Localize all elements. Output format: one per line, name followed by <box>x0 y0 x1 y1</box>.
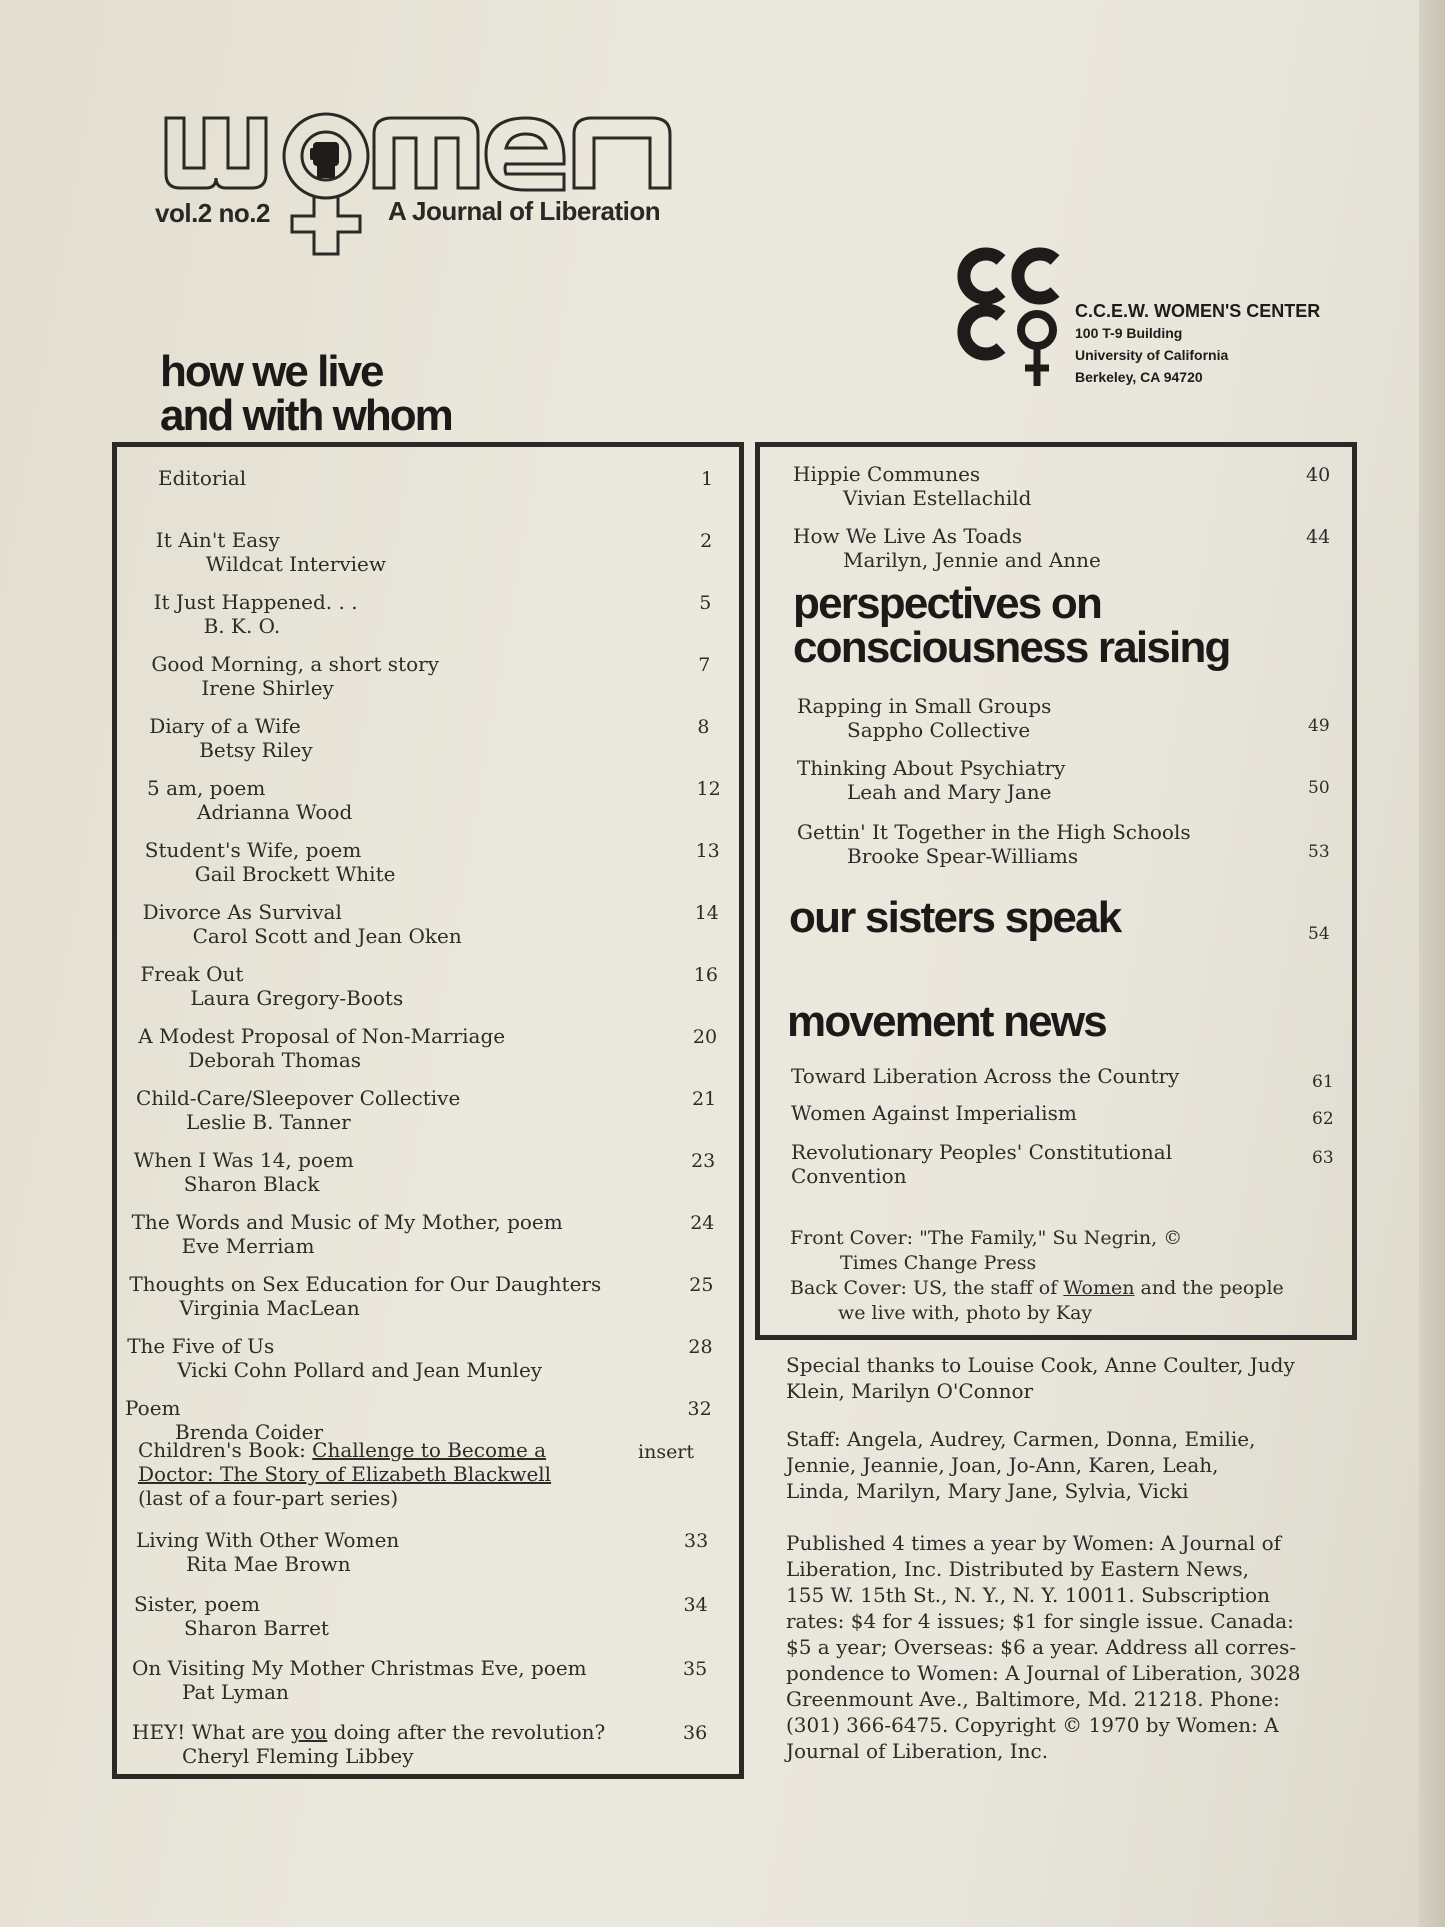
toc-entry[interactable] <box>140 962 403 1010</box>
toc-entry-author: Leslie B. Tanner <box>186 1110 351 1134</box>
toc-page-number: 12 <box>696 778 721 800</box>
publishing-line: Journal of Liberation, Inc. <box>786 1739 1049 1763</box>
toc-entry-title: It Ain't Easy <box>155 528 280 552</box>
toc-entry-title: Poem <box>125 1396 181 1420</box>
toc-entry[interactable] <box>132 1210 563 1258</box>
toc-entry-title: Student's Wife, poem <box>144 838 362 862</box>
toc-entry-author: Irene Shirley <box>201 676 334 700</box>
toc-entry-title: Women Against Imperialism <box>791 1101 1077 1125</box>
stamp-text <box>1075 300 1320 388</box>
childrens-book-title: Challenge to Become a <box>312 1438 547 1462</box>
toc-entry-title: Freak Out <box>140 962 244 986</box>
toc-entry[interactable] <box>156 528 386 576</box>
toc-entry[interactable] <box>793 524 1101 572</box>
back-cover-pre: Back Cover: US, the staff of <box>790 1277 1064 1299</box>
toc-entry[interactable] <box>134 1148 354 1196</box>
toc-page-number: 28 <box>688 1336 713 1358</box>
page-edge <box>1419 0 1445 1927</box>
toc-entry-author: Vivian Estellachild <box>843 486 1032 510</box>
toc-page-number: 2 <box>700 530 713 552</box>
section-title-line: and with whom <box>160 391 452 440</box>
toc-entry-title: Gettin' It Together in the High Schools <box>797 820 1191 844</box>
toc-entry[interactable] <box>797 694 1051 742</box>
toc-entry-title: Sister, poem <box>134 1592 260 1616</box>
toc-entry[interactable] <box>151 652 439 700</box>
journal-tagline: A Journal of Liberation <box>388 196 661 226</box>
section-title-how-we-live <box>160 347 452 440</box>
toc-entry-title: Revolutionary Peoples' Constitutional <box>791 1140 1173 1164</box>
toc-entry-title <box>138 1438 551 1462</box>
toc-entry-title <box>132 1720 605 1744</box>
toc-page-number: 32 <box>687 1398 712 1420</box>
stamp-logo-icon <box>945 240 1075 390</box>
childrens-book-note: (last of a four-part series) <box>138 1486 399 1510</box>
toc-entry-author: Brooke Spear-Williams <box>847 844 1079 868</box>
stamp-line: 100 T-9 Building <box>1075 325 1183 341</box>
toc-entry-author: Laura Gregory-Boots <box>190 986 404 1010</box>
toc-page-number: 63 <box>1312 1148 1334 1168</box>
toc-entry[interactable] <box>132 1656 587 1704</box>
toc-entry[interactable] <box>125 1396 323 1444</box>
toc-entry[interactable] <box>129 1272 601 1320</box>
toc-page-number: insert <box>638 1441 695 1463</box>
toc-page-number: 34 <box>683 1594 708 1616</box>
stamp-line: University of California <box>1075 347 1229 363</box>
toc-entry[interactable] <box>136 1528 399 1576</box>
toc-entry-title: It Just Happened. . . <box>153 590 358 614</box>
toc-page-number: 1 <box>701 468 714 490</box>
toc-entry-title: Divorce As Survival <box>142 900 342 924</box>
toc-entry-author: Rita Mae Brown <box>186 1552 351 1576</box>
toc-entry-title: On Visiting My Mother Christmas Eve, poem <box>132 1656 587 1680</box>
toc-entry[interactable] <box>797 756 1065 804</box>
toc-entry-author: Virginia MacLean <box>179 1296 360 1320</box>
childrens-book-prefix: Children's Book: <box>138 1438 313 1462</box>
toc-entry-title: The Five of Us <box>127 1334 275 1358</box>
publishing-line: Greenmount Ave., Baltimore, Md. 21218. Phone: <box>786 1687 1280 1711</box>
toc-page-number: 14 <box>694 902 719 924</box>
toc-entry[interactable] <box>145 838 396 886</box>
toc-entry-title: When I Was 14, poem <box>133 1148 354 1172</box>
hey-em: you <box>291 1720 328 1744</box>
toc-entry[interactable] <box>797 820 1191 868</box>
toc-entry[interactable] <box>158 466 246 490</box>
back-cover-em: Women <box>1063 1277 1135 1299</box>
publishing-info <box>786 1530 1301 1764</box>
toc-entry-title: 5 am, poem <box>147 776 266 800</box>
staff-line: Staff: Angela, Audrey, Carmen, Donna, Emilie, <box>786 1427 1256 1451</box>
toc-entry[interactable] <box>154 590 358 638</box>
toc-entry-title: Toward Liberation Across the Country <box>791 1064 1180 1088</box>
toc-entry-author: Gail Brockett White <box>194 862 396 886</box>
thanks-block <box>786 1352 1295 1404</box>
toc-entry-author: Cheryl Fleming Libbey <box>182 1744 414 1768</box>
toc-entry-title: Diary of a Wife <box>149 714 301 738</box>
publishing-line: Liberation, Inc. Distributed by Eastern News, <box>786 1557 1249 1581</box>
toc-entry-title: A Modest Proposal of Non-Marriage <box>138 1024 506 1048</box>
publishing-line: 155 W. 15th St., N. Y., N. Y. 10011. Subscription <box>786 1583 1271 1607</box>
toc-page-number: 13 <box>695 840 720 862</box>
toc-entry[interactable] <box>134 1592 329 1640</box>
toc-entry-title: Living With Other Women <box>136 1528 400 1552</box>
toc-entry-author: Sappho Collective <box>847 718 1031 742</box>
toc-page-number: 23 <box>691 1150 716 1172</box>
toc-page-number: 7 <box>698 654 711 676</box>
toc-entry[interactable] <box>127 1334 542 1382</box>
toc-page-number: 50 <box>1308 778 1330 798</box>
toc-entry-title: Editorial <box>158 466 247 490</box>
section-title-sisters: our sisters speak <box>789 893 1121 942</box>
toc-page-number: 21 <box>692 1088 717 1110</box>
toc-entry-author: Carol Scott and Jean Oken <box>192 924 462 948</box>
toc-entry-author: Sharon Black <box>183 1172 320 1196</box>
toc-entry-title: Rapping in Small Groups <box>797 694 1052 718</box>
section-title-line: how we live <box>160 347 383 396</box>
back-cover-credit-2: we live with, photo by Kay <box>838 1302 1093 1324</box>
toc-entry-author: Pat Lyman <box>182 1680 289 1704</box>
toc-entry[interactable] <box>143 900 462 948</box>
section-title-perspectives <box>793 579 1230 672</box>
toc-page-number: 5 <box>699 592 712 614</box>
toc-entry-title: Thinking About Psychiatry <box>797 756 1066 780</box>
childrens-book-title-line2: Doctor: The Story of Elizabeth Blackwell <box>138 1462 552 1486</box>
section-title-line: consciousness raising <box>793 623 1230 672</box>
women-logo <box>160 104 680 264</box>
toc-entry-author: Wildcat Interview <box>205 552 386 576</box>
toc-page-number: 24 <box>690 1212 715 1234</box>
toc-entry-author: Deborah Thomas <box>188 1048 362 1072</box>
toc-entry-title: The Words and Music of My Mother, poem <box>131 1210 563 1234</box>
thanks-line: Klein, Marilyn O'Connor <box>786 1379 1034 1403</box>
publishing-line: (301) 366-6475. Copyright © 1970 by Women: A <box>786 1713 1279 1737</box>
section-title-movement: movement news <box>787 997 1106 1046</box>
toc-page-number: 61 <box>1312 1072 1334 1092</box>
volume-number: vol.2 no.2 <box>155 198 270 228</box>
publishing-line: rates: $4 for 4 issues; $1 for single issue. Canada: <box>786 1609 1294 1633</box>
toc-entry-title-cont: Convention <box>791 1164 907 1188</box>
toc-entry[interactable] <box>791 1101 1077 1125</box>
women-logo-mark <box>160 104 680 264</box>
toc-entry-hey[interactable] <box>132 1720 605 1768</box>
toc-entry-author: Adrianna Wood <box>197 800 353 824</box>
hey-pre: HEY! What are <box>132 1720 292 1744</box>
front-cover-credit-2: Times Change Press <box>840 1252 1037 1274</box>
toc-entry-author: Betsy Riley <box>199 738 313 762</box>
cover-credits <box>790 1226 1284 1326</box>
toc-page-number: 8 <box>697 716 710 738</box>
toc-entry[interactable] <box>147 776 352 824</box>
contents-box-right <box>755 442 1357 1340</box>
toc-page-number: 35 <box>683 1658 708 1680</box>
toc-entry[interactable] <box>149 714 312 762</box>
toc-entry-author: Sharon Barret <box>184 1616 329 1640</box>
toc-page-number: 20 <box>692 1026 718 1048</box>
toc-page-number: 62 <box>1312 1109 1334 1129</box>
toc-page-number: 36 <box>683 1722 708 1744</box>
toc-entry-childrens-book[interactable] <box>138 1438 551 1510</box>
toc-entry[interactable] <box>138 1024 505 1072</box>
toc-entry-title: Good Morning, a short story <box>151 652 439 676</box>
back-cover-post: and the people <box>1134 1277 1284 1299</box>
toc-page-number: 49 <box>1308 716 1330 736</box>
toc-entry-author: Eve Merriam <box>181 1234 315 1258</box>
toc-page-number: 16 <box>693 964 718 986</box>
toc-entry-title: Hippie Communes <box>793 462 981 486</box>
staff-block <box>786 1426 1255 1504</box>
toc-page-number: 54 <box>1308 924 1330 944</box>
stamp-line: C.C.E.W. WOMEN'S CENTER <box>1075 301 1321 321</box>
toc-entry-author: B. K. O. <box>203 614 281 638</box>
back-cover-credit <box>790 1276 1284 1301</box>
library-stamp <box>945 240 1365 400</box>
stamp-line: Berkeley, CA 94720 <box>1075 369 1203 385</box>
toc-entry[interactable] <box>793 462 1031 510</box>
staff-line: Linda, Marilyn, Mary Jane, Sylvia, Vicki <box>786 1479 1189 1503</box>
toc-entry-title: How We Live As Toads <box>793 524 1023 548</box>
toc-entry-author: Brenda Coider <box>175 1420 323 1444</box>
toc-entry[interactable] <box>136 1086 460 1134</box>
toc-page-number: 25 <box>689 1274 714 1296</box>
publishing-line: $5 a year; Overseas: $6 a year. Address all corres- <box>786 1635 1297 1659</box>
publishing-line: Published 4 times a year by Women: A Journal of <box>786 1531 1282 1555</box>
toc-entry-author: Leah and Mary Jane <box>847 780 1052 804</box>
toc-page-number: 44 <box>1306 526 1331 548</box>
front-cover-credit: Front Cover: "The Family," Su Negrin, © <box>790 1227 1183 1249</box>
staff-line: Jennie, Jeannie, Joan, Jo-Ann, Karen, Leah, <box>786 1453 1219 1477</box>
toc-entry-author: Vicki Cohn Pollard and Jean Munley <box>177 1358 543 1382</box>
toc-entry[interactable] <box>791 1064 1179 1088</box>
thanks-line: Special thanks to Louise Cook, Anne Coulter, Judy <box>786 1353 1295 1377</box>
toc-page-number: 40 <box>1306 464 1331 486</box>
toc-entry-author: Marilyn, Jennie and Anne <box>843 548 1101 572</box>
toc-entry-title: Thoughts on Sex Education for Our Daughters <box>129 1272 602 1296</box>
publishing-line: pondence to Women: A Journal of Liberation, 3028 <box>786 1661 1301 1685</box>
toc-entry[interactable] <box>791 1140 1172 1188</box>
hey-post: doing after the revolution? <box>327 1720 606 1744</box>
toc-entry-title: Child-Care/Sleepover Collective <box>136 1086 461 1110</box>
section-title-line: perspectives on <box>793 579 1102 628</box>
toc-page-number: 33 <box>684 1530 709 1552</box>
toc-page-number: 53 <box>1308 842 1330 862</box>
